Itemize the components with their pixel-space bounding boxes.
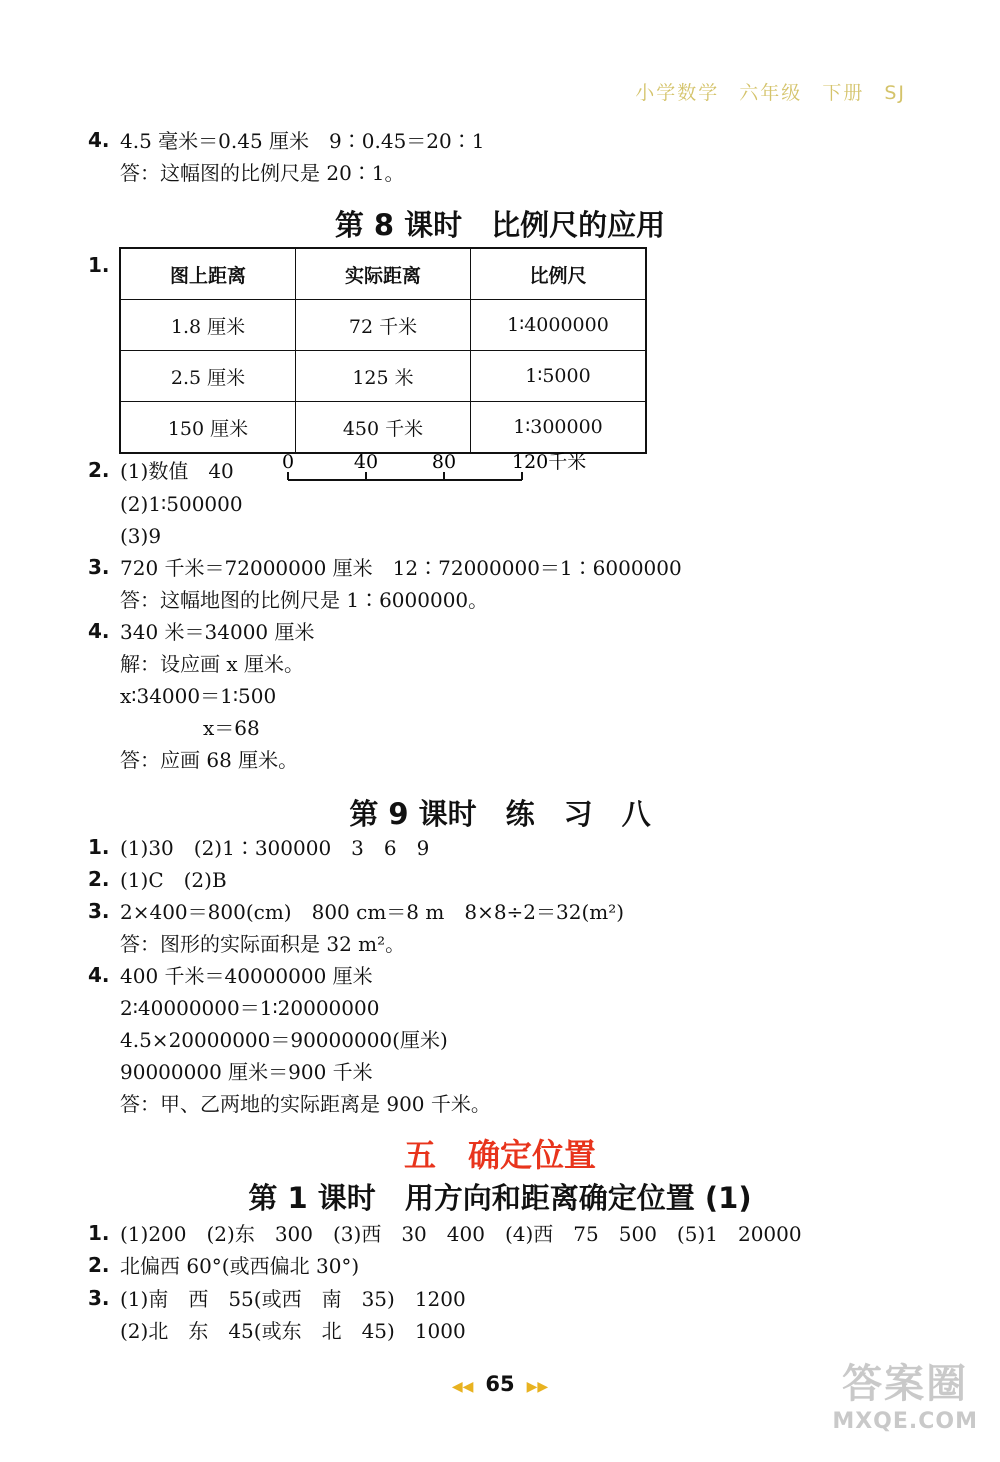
question-number: 4. (88, 963, 110, 987)
table-cell: 1∶300000 (471, 402, 647, 454)
answer-line: 解：设应画 x 厘米。 (120, 652, 304, 676)
answer-line: 2×400＝800(cm) 800 cm＝8 m 8×8÷2＝32(m²) (120, 900, 625, 924)
question-number: 4. (88, 128, 110, 152)
answer-line: (2)1∶500000 (120, 492, 243, 516)
header-volume: 下册 (822, 82, 865, 104)
answer-line: (1)C (2)B (120, 868, 227, 892)
answer-table (119, 247, 647, 454)
scale-tick-label: 80 (431, 451, 457, 473)
lesson-title: 第 1 课时 用方向和距离确定位置 (1) (248, 1181, 752, 1215)
scale-tick-label: 120千米 (512, 451, 587, 473)
table-header-row (120, 248, 646, 300)
question-number: 1. (88, 253, 110, 277)
table-row (120, 351, 646, 402)
table-row (120, 300, 646, 351)
lesson-title: 第 9 课时 练 习 八 (349, 797, 651, 831)
next-arrows-icon: ▶▶ (526, 1379, 549, 1395)
header-subject: 小学数学 (635, 82, 720, 104)
question-number: 2. (88, 867, 110, 891)
question-number: 3. (88, 1286, 110, 1310)
prev-arrows-icon: ◀◀ (451, 1379, 474, 1395)
table-cell: 450 千米 (296, 402, 471, 454)
scale-tick-label: 0 (281, 451, 295, 473)
table-header: 比例尺 (471, 248, 647, 300)
question-number: 1. (88, 835, 110, 859)
answer-line: 340 米＝34000 厘米 (120, 620, 315, 644)
answer-line: 2∶40000000＝1∶20000000 (120, 996, 380, 1020)
question-number: 1. (88, 1221, 110, 1245)
table-cell: 125 米 (296, 351, 471, 402)
page-header (615, 78, 906, 105)
answer-line: 答：这幅图的比例尺是 20∶1。 (120, 161, 405, 185)
question-number: 3. (88, 555, 110, 579)
answer-line: 4.5 毫米＝0.45 厘米 9∶0.45＝20∶1 (120, 129, 485, 153)
scale-tick-label: 40 (353, 451, 379, 473)
answer-line: 答：图形的实际面积是 32 m²。 (120, 932, 406, 956)
answer-line: (1)数值 40 (120, 459, 234, 483)
line-scale (281, 451, 587, 492)
table-cell: 1∶5000 (471, 351, 647, 402)
table-header: 实际距离 (296, 248, 471, 300)
page-number: 65 (485, 1372, 515, 1396)
answer-line: x∶34000＝1∶500 (120, 684, 277, 708)
answer-line: 720 千米＝72000000 厘米 12∶72000000＝1∶6000000 (120, 556, 682, 580)
question-number: 2. (88, 1253, 110, 1277)
answer-line: 答：甲、乙两地的实际距离是 900 千米。 (120, 1092, 491, 1116)
table-row (120, 402, 646, 454)
table-cell: 2.5 厘米 (120, 351, 296, 402)
unit-title: 五 确定位置 (403, 1136, 596, 1174)
answer-line: 4.5×20000000＝90000000(厘米) (120, 1028, 448, 1052)
question-number: 4. (88, 619, 110, 643)
answer-line: 北偏西 60°(或西偏北 30°) (120, 1254, 360, 1278)
question-number: 3. (88, 899, 110, 923)
header-grade: 六年级 (739, 82, 803, 104)
table-cell: 150 厘米 (120, 402, 296, 454)
answer-line: (1)南 西 55(或西 南 35) 1200 (120, 1287, 466, 1311)
answer-line: (2)北 东 45(或东 北 45) 1000 (120, 1319, 466, 1343)
answer-line: 答：应画 68 厘米。 (120, 748, 299, 772)
lesson-title: 第 8 课时 比例尺的应用 (334, 208, 666, 242)
watermark-url: MXQE.COM (832, 1409, 978, 1434)
table-cell: 1.8 厘米 (120, 300, 296, 351)
header-edition: SJ (884, 82, 906, 104)
table-cell: 72 千米 (296, 300, 471, 351)
watermark-logo: 答案圈 (842, 1361, 969, 1407)
answer-line: (1)200 (2)东 300 (3)西 30 400 (4)西 75 500 (5)1 20000 (120, 1222, 802, 1246)
answer-line: 90000000 厘米＝900 千米 (120, 1060, 373, 1084)
table-cell: 1∶4000000 (471, 300, 647, 351)
answer-line: (3)9 (120, 524, 162, 548)
watermark (832, 1352, 978, 1434)
answer-line: (1)30 (2)1∶300000 3 6 9 (120, 836, 430, 860)
table-header: 图上距离 (120, 248, 296, 300)
question-number: 2. (88, 458, 110, 482)
answer-line: 答：这幅地图的比例尺是 1∶6000000。 (120, 588, 489, 612)
answer-line: 400 千米＝40000000 厘米 (120, 964, 373, 988)
answer-line: x＝68 (203, 716, 260, 740)
